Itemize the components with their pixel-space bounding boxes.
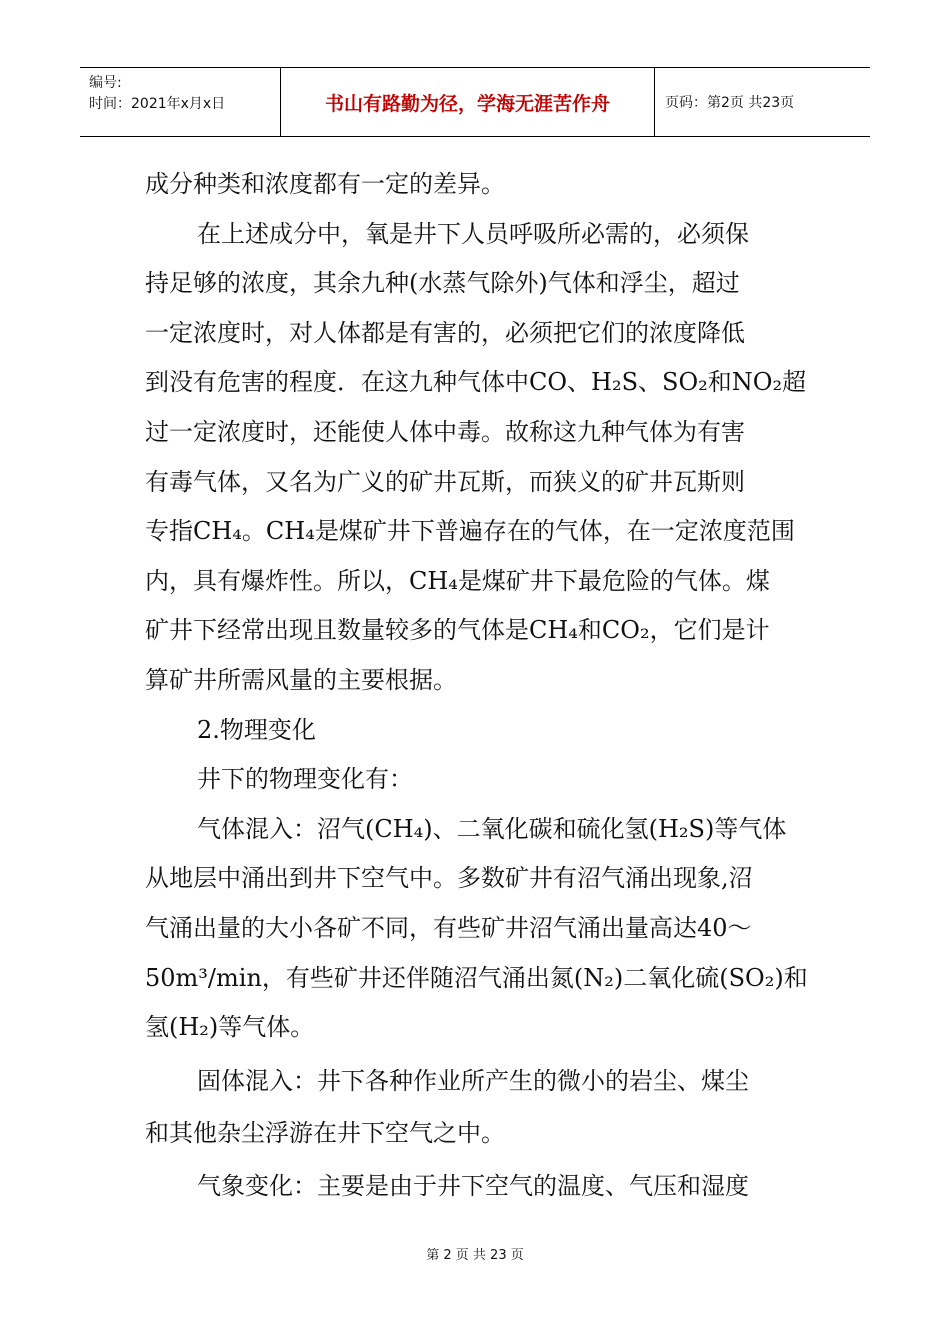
header-motto: 书山有路勤为径，学海无涯苦作舟 [281, 68, 655, 136]
serial-label: 编号: [89, 75, 122, 91]
page-header [80, 67, 870, 137]
text-line: 专指CH₄。CH₄是煤矿井下普遍存在的气体，在一定浓度范围 [145, 517, 795, 546]
header-page-info: 页码：第2页 共23页 [665, 95, 795, 111]
text-line: 固体混入：井下各种作业所产生的微小的岩尘、煤尘 [197, 1066, 749, 1095]
text-line: 从地层中涌出到井下空气中。多数矿井有沼气涌出现象,沼 [145, 864, 753, 893]
text-line: 有毒气体，又名为广义的矿井瓦斯，而狭义的矿井瓦斯则 [145, 467, 745, 496]
header-meta [80, 68, 281, 136]
text-line: 一定浓度时，对人体都是有害的，必须把它们的浓度降低 [145, 318, 745, 347]
text-line: 到没有危害的程度．在这九种气体中CO、H₂S、SO₂和NO₂超 [145, 368, 807, 397]
text-line: 内，具有爆炸性。所以，CH₄是煤矿井下最危险的气体。煤 [145, 566, 770, 595]
page-footer: 第 2 页 共 23 页 [426, 1248, 524, 1263]
text-line: 井下的物理变化有： [197, 765, 413, 794]
document-body [145, 160, 807, 1214]
text-line: 算矿井所需风量的主要根据。 [145, 665, 457, 694]
text-line: 气象变化：主要是由于井下空气的温度、气压和湿度 [197, 1172, 749, 1201]
text-line: 矿井下经常出现且数量较多的气体是CH₄和CO₂，它们是计 [145, 616, 770, 645]
text-line: 气涌出量的大小各矿不同，有些矿井沼气涌出量高达40～ [145, 913, 752, 942]
text-line: 成分种类和浓度都有一定的差异。 [145, 170, 505, 198]
text-line: 气体混入：沼气(CH₄)、二氧化碳和硫化氢(H₂S)等气体 [197, 814, 787, 843]
text-line: 和其他杂尘浮游在井下空气之中。 [145, 1118, 505, 1147]
date-label: 时间：2021年x月x日 [89, 96, 226, 112]
section-heading: 2.物理变化 [197, 715, 316, 744]
text-line: 50m³/min，有些矿井还伴随沼气涌出氮(N₂)二氧化硫(SO₂)和 [145, 963, 808, 992]
text-line: 过一定浓度时，还能使人体中毒。故称这九种气体为有害 [145, 417, 745, 446]
text-line: 氢(H₂)等气体。 [145, 1013, 315, 1042]
text-line: 在上述成分中，氧是井下人员呼吸所必需的，必须保 [197, 219, 749, 248]
text-line: 持足够的浓度，其余九种(水蒸气除外)气体和浮尘，超过 [145, 269, 740, 298]
